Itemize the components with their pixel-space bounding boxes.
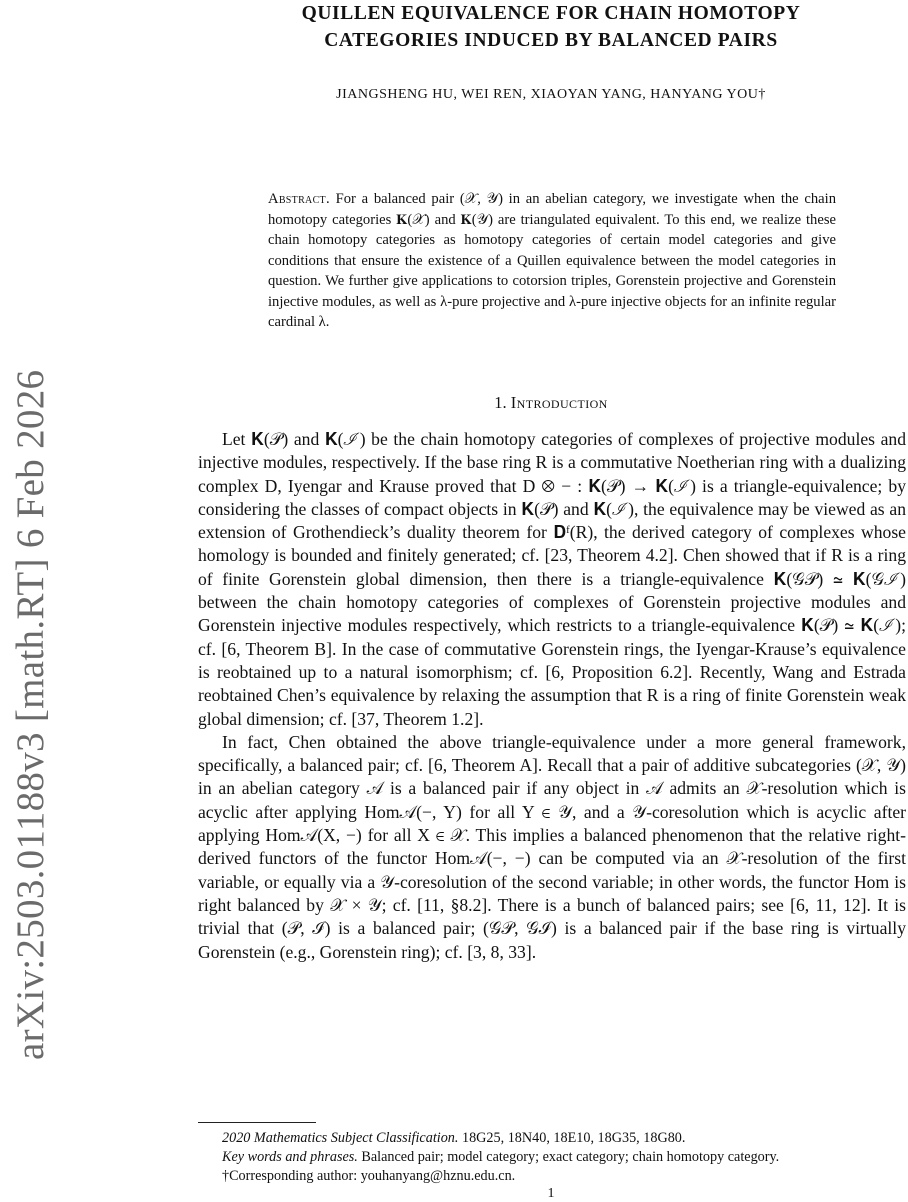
- footnotes: [198, 1129, 906, 1186]
- keywords-text: Balanced pair; model category; exact category; chain homotopy category.: [361, 1149, 780, 1165]
- footnote-keywords: [198, 1148, 906, 1167]
- paragraph-1: Let 𝐊(𝒫) and 𝐊(ℐ) be the chain homotopy categories of complexes of projective modules and injective modules, respectively. If the base ring R is a commutative Noetherian ring with a dualizing complex D, Iyengar and Krause proved that D ⊗ − : 𝐊(𝒫) → 𝐊(ℐ) is a triangle-equivalence; by considering the classes of compact objects in 𝐊(𝒫) and 𝐊(ℐ), the equivalence may be viewed as an extension of Grothendieck’s duality theorem for 𝐃ᶠ(R), the derived category of complexes whose homology is bounded and finitely generated; cf. [23, Theorem 4.2]. Chen showed that if R is a ring of finite Gorenstein global dimension, then there is a triangle-equivalence 𝐊(𝒢𝒫) ≃ 𝐊(𝒢ℐ) between the chain homotopy categories of complexes of Gorenstein projective modules and Gorenstein injective modules respectively, which restricts to a triangle-equivalence 𝐊(𝒫) ≃ 𝐊(ℐ); cf. [6, Theorem B]. In the case of commutative Gorenstein rings, the Iyengar-Krause’s equivalence is reobtained up to a natural isomorphism; cf. [6, Proposition 6.2]. Recently, Wang and Estrada reobtained Chen’s equivalence by relaxing the assumption that R is a ring of finite Gorenstein weak global dimension; cf. [37, Theorem 1.2].: [198, 429, 906, 729]
- msc-label: 2020 Mathematics Subject Classification.: [222, 1130, 459, 1146]
- arxiv-identifier-stamp: arXiv:2503.01188v3 [math.RT] 6 Feb 2026: [9, 369, 52, 1060]
- footnote-corresponding-author: †Corresponding author: youhanyang@hznu.edu.cn.: [222, 1168, 516, 1184]
- title-line-1: QUILLEN EQUIVALENCE FOR CHAIN HOMOTOPY: [301, 3, 801, 24]
- introduction-body: [198, 428, 906, 964]
- paper-title: [198, 0, 904, 54]
- abstract-label: Abstract.: [268, 191, 330, 207]
- paragraph-2: In fact, Chen obtained the above triangle-equivalence under a more general framework, specifically, a balanced pair; cf. [6, Theorem A]. Recall that a pair of additive subcategories (𝒳, 𝒴) in an abelian category 𝒜 is a balanced pair if any object in 𝒜 admits an 𝒳-resolution which is acyclic after applying Hom𝒜(−, Y) for all Y ∈ 𝒴, and a 𝒴-coresolution which is acyclic after applying Hom𝒜(X, −) for all X ∈ 𝒳. This implies a balanced phenomenon that the relative right-derived functors of the functor Hom𝒜(−, −) can be computed via an 𝒳-resolution of the first variable, or equally via a 𝒴-coresolution of the second variable; in other words, the functor Hom is right balanced by 𝒳 × 𝒴; cf. [11, §8.2]. There is a bunch of balanced pairs; see [6, 11, 12]. It is trivial that (𝒫, ℐ) is a balanced pair; (𝒢𝒫, 𝒢ℐ) is a balanced pair if the base ring is virtually Gorenstein (e.g., Gorenstein ring); cf. [3, 8, 33].: [198, 731, 906, 962]
- section-number: 1.: [494, 393, 507, 412]
- page-number: 1: [547, 1186, 555, 1201]
- footnote-msc: [198, 1129, 906, 1148]
- keywords-label: Key words and phrases.: [222, 1149, 358, 1165]
- author-list: JIANGSHENG HU, WEI REN, XIAOYAN YANG, HANYANG YOU†: [336, 87, 766, 102]
- footnote-divider: [198, 1122, 316, 1123]
- section-heading: [198, 393, 904, 413]
- abstract-text: For a balanced pair (𝒳, 𝒴) in an abelian category, we investigate when the chain homotopy categories 𝐊(𝒳) and 𝐊(𝒴) are triangulated equivalent. To this end, we realize these chain homotopy categories as homotopy categories of certain model categories and give conditions that ensure the existence of a Quillen equivalence between the model categories in question. We further give applications to cotorsion triples, Gorenstein projective and Gorenstein injective modules, as well as λ-pure projective and λ-pure injective objects for an infinite regular cardinal λ.: [268, 191, 836, 330]
- abstract: [268, 189, 836, 333]
- section-name: Introduction: [510, 393, 608, 412]
- msc-codes: 18G25, 18N40, 18E10, 18G35, 18G80.: [461, 1130, 686, 1146]
- title-line-2: CATEGORIES INDUCED BY BALANCED PAIRS: [324, 30, 778, 51]
